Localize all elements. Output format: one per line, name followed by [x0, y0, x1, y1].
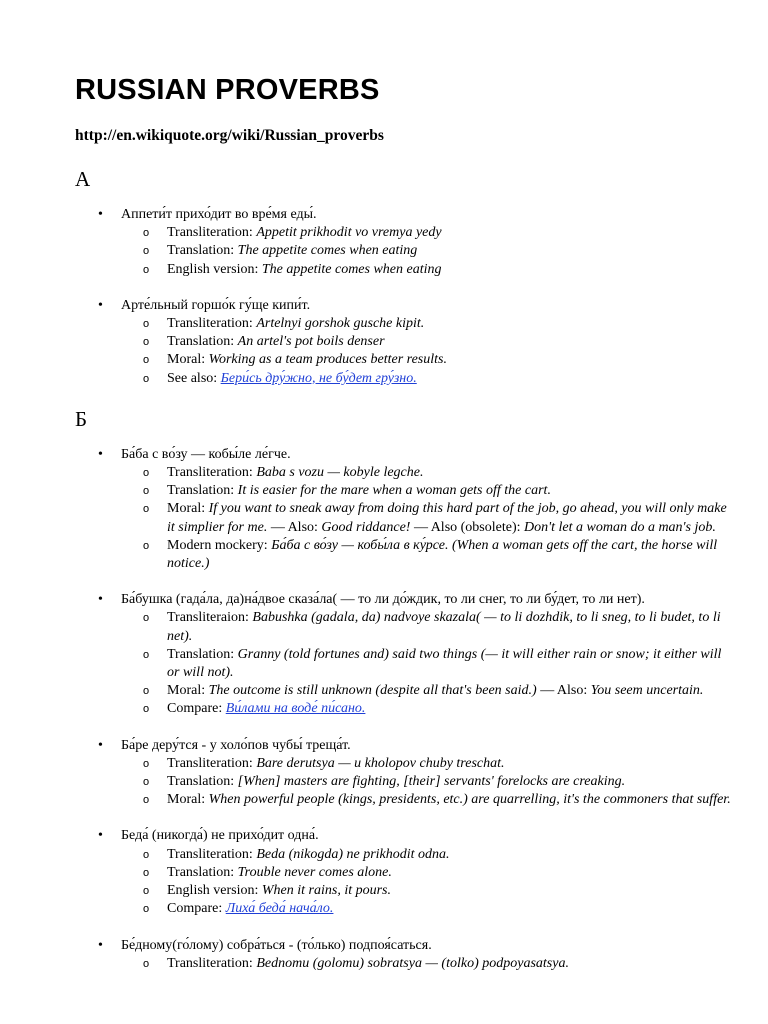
circle-bullet-icon: o	[143, 539, 150, 552]
detail-value: You seem uncertain.	[590, 683, 704, 699]
detail-item	[75, 609, 735, 645]
bullet-icon: •	[98, 828, 103, 844]
proverb-details	[75, 609, 735, 718]
circle-bullet-icon: o	[143, 503, 150, 516]
section-letter: А	[75, 167, 91, 191]
detail-label: Translation:	[167, 483, 238, 499]
proverb-entry	[75, 297, 735, 388]
detail-item	[75, 242, 735, 260]
detail-label: English version:	[167, 261, 262, 277]
proverb-details	[75, 315, 735, 388]
proverb-sections	[75, 166, 735, 973]
detail-item	[75, 700, 735, 718]
proverb-entry	[75, 446, 735, 573]
proverb-list	[75, 446, 735, 973]
detail-label: Transliteraion:	[167, 610, 253, 626]
proverb-entry	[75, 206, 735, 279]
detail-item	[75, 464, 735, 482]
detail-label: Transliteration:	[167, 846, 257, 862]
detail-connector: — Also:	[536, 683, 591, 699]
proverb-entry	[75, 827, 735, 918]
proverb-details	[75, 955, 735, 973]
detail-value: Trouble never comes alone.	[237, 864, 392, 880]
proverb-text	[75, 297, 735, 315]
document-page	[75, 72, 735, 991]
proverb-link[interactable]: Бери́сь дру́жно, не бу́дет гру́зно.	[220, 370, 417, 386]
proverb-russian: Ба́ба с во́зу — кобы́ле ле́гче.	[121, 446, 291, 462]
proverb-details	[75, 755, 735, 810]
bullet-icon: •	[98, 297, 103, 313]
circle-bullet-icon: o	[143, 685, 150, 698]
circle-bullet-icon: o	[143, 848, 150, 861]
detail-value: Bednomu (golomu) sobratsya — (tolko) podpoyasatsya.	[256, 955, 569, 971]
detail-connector: — Also:	[267, 519, 322, 535]
detail-value: Appetit prikhodit vo vremya yedy	[256, 225, 442, 241]
detail-label: Moral:	[167, 352, 209, 368]
detail-value: When it rains, it pours.	[261, 883, 392, 899]
detail-item	[75, 351, 735, 369]
detail-label: Transliteration:	[167, 955, 257, 971]
circle-bullet-icon: o	[143, 227, 150, 240]
page-title: RUSSIAN PROVERBS	[75, 74, 380, 106]
circle-bullet-icon: o	[143, 467, 150, 480]
proverb-text	[75, 446, 735, 464]
proverb-russian: Ба́бушка (гада́ла, да)на́двое сказа́ла( — то ли до́ждик, то ли снег, то ли бу́дет, то ли нет).	[121, 592, 645, 608]
circle-bullet-icon: o	[143, 354, 150, 367]
detail-value: If you want to sneak away from doing this hard part of the job, go ahead, you will only make it simplier for me.	[167, 501, 727, 535]
detail-value: [When] masters are fighting, [their] servants' forelocks are creaking.	[237, 774, 626, 790]
detail-item	[75, 755, 735, 773]
detail-label: English version:	[167, 883, 262, 899]
detail-value: Working as a team produces better results.	[208, 352, 447, 368]
detail-item	[75, 315, 735, 333]
circle-bullet-icon: o	[143, 903, 150, 916]
detail-value: Don't let a woman do a man's job.	[524, 519, 716, 535]
circle-bullet-icon: o	[143, 648, 150, 661]
detail-item	[75, 261, 735, 279]
detail-label: Moral:	[167, 683, 209, 699]
section-letter: Б	[75, 406, 88, 431]
detail-item	[75, 646, 735, 682]
detail-label: Transliteration:	[167, 225, 257, 241]
circle-bullet-icon: o	[143, 866, 150, 879]
detail-value: Good riddance!	[321, 519, 411, 535]
detail-value: Babushka (gadala, da) nadvoye skazala( — to li dozhdik, to li sneg, to li budet, to li net).	[167, 610, 721, 644]
detail-item	[75, 846, 735, 864]
proverb-details	[75, 464, 735, 573]
proverb-entry	[75, 591, 735, 718]
circle-bullet-icon: o	[143, 757, 150, 770]
detail-item	[75, 333, 735, 351]
detail-label: Modern mockery:	[167, 537, 272, 553]
detail-value: The outcome is still unknown (despite all that's been said.)	[208, 683, 537, 699]
detail-label: Translation:	[167, 243, 238, 259]
detail-value: When powerful people (kings, presidents, etc.) are quarrelling, it's the commoners that suffer.	[208, 792, 731, 808]
circle-bullet-icon: o	[143, 336, 150, 349]
circle-bullet-icon: o	[143, 372, 150, 385]
detail-item	[75, 482, 735, 500]
detail-item	[75, 955, 735, 973]
bullet-icon: •	[98, 592, 103, 608]
detail-value: Artelnyi gorshok gusche kipit.	[256, 316, 425, 332]
proverb-russian: Бе́дному(го́лому) собра́ться - (то́лько) подпоя́саться.	[121, 937, 432, 953]
detail-item	[75, 791, 735, 809]
detail-label: Translation:	[167, 864, 238, 880]
proverb-russian: Аппети́т прихо́дит во вре́мя еды́.	[121, 207, 317, 222]
detail-label: Translation:	[167, 334, 238, 350]
proverb-text	[75, 937, 735, 955]
circle-bullet-icon: o	[143, 318, 150, 331]
circle-bullet-icon: o	[143, 245, 150, 258]
circle-bullet-icon: o	[143, 776, 150, 789]
proverb-russian: Беда́ (никогда́) не прихо́дит одна́.	[121, 828, 319, 844]
proverb-russian: Арте́льный горшо́к гу́ще кипи́т.	[121, 297, 311, 313]
detail-value: Beda (nikogda) ne prikhodit odna.	[256, 846, 450, 862]
circle-bullet-icon: o	[143, 703, 150, 716]
detail-value: The appetite comes when eating	[261, 261, 442, 277]
circle-bullet-icon: o	[143, 794, 150, 807]
proverb-russian: Ба́ре деру́тся - у холо́пов чубы́ треща́т.	[121, 737, 351, 753]
proverb-details	[75, 224, 735, 279]
proverb-text	[75, 591, 735, 609]
proverb-text	[75, 827, 735, 845]
bullet-icon: •	[98, 446, 103, 462]
proverb-list	[75, 206, 735, 388]
detail-item	[75, 882, 735, 900]
detail-value: Ба́ба с во́зу — кобы́ла в ку́рсе. (When a woman gets off the cart, the horse will notice.)	[167, 537, 718, 572]
detail-label: Transliteration:	[167, 465, 257, 481]
circle-bullet-icon: o	[143, 885, 150, 898]
circle-bullet-icon: o	[143, 612, 150, 625]
detail-label: See also:	[167, 370, 221, 386]
detail-connector: — Also (obsolete):	[410, 519, 525, 535]
detail-value: Granny (told fortunes and) said two things (— it will either rain or snow; it either will or will not).	[167, 646, 722, 681]
detail-label: Transliteration:	[167, 316, 257, 332]
proverb-text	[75, 737, 735, 755]
detail-value: Bare derutsya — u kholopov chuby treschat.	[256, 755, 505, 771]
proverb-link[interactable]: Лиха́ беда́ нача́ло.	[225, 901, 334, 917]
bullet-icon: •	[98, 737, 103, 753]
detail-value: Baba s vozu — kobyle legche.	[256, 465, 424, 481]
detail-item	[75, 370, 735, 388]
bullet-icon: •	[98, 937, 103, 953]
source-url: http://en.wikiquote.org/wiki/Russian_proverbs	[75, 127, 384, 144]
circle-bullet-icon: o	[143, 957, 150, 970]
detail-label: Transliteration:	[167, 755, 257, 771]
detail-label: Compare:	[167, 701, 226, 717]
proverb-link[interactable]: Ви́лами на воде́ пи́сано.	[225, 701, 366, 717]
proverb-entry	[75, 737, 735, 810]
proverb-details	[75, 846, 735, 919]
detail-label: Translation:	[167, 646, 238, 662]
detail-item	[75, 864, 735, 882]
detail-label: Moral:	[167, 501, 209, 517]
bullet-icon: •	[98, 207, 103, 222]
circle-bullet-icon: o	[143, 485, 150, 498]
proverb-entry	[75, 937, 735, 973]
proverb-text	[75, 206, 735, 224]
detail-value: The appetite comes when eating	[237, 243, 418, 259]
circle-bullet-icon: o	[143, 263, 150, 276]
detail-item	[75, 773, 735, 791]
detail-item	[75, 224, 735, 242]
detail-label: Moral:	[167, 792, 209, 808]
detail-label: Compare:	[167, 901, 226, 917]
detail-item	[75, 900, 735, 918]
detail-item	[75, 500, 735, 536]
detail-value: It is easier for the mare when a woman gets off the cart.	[237, 483, 551, 499]
detail-value: An artel's pot boils denser	[237, 334, 385, 350]
detail-item	[75, 682, 735, 700]
detail-item	[75, 537, 735, 573]
detail-label: Translation:	[167, 774, 238, 790]
